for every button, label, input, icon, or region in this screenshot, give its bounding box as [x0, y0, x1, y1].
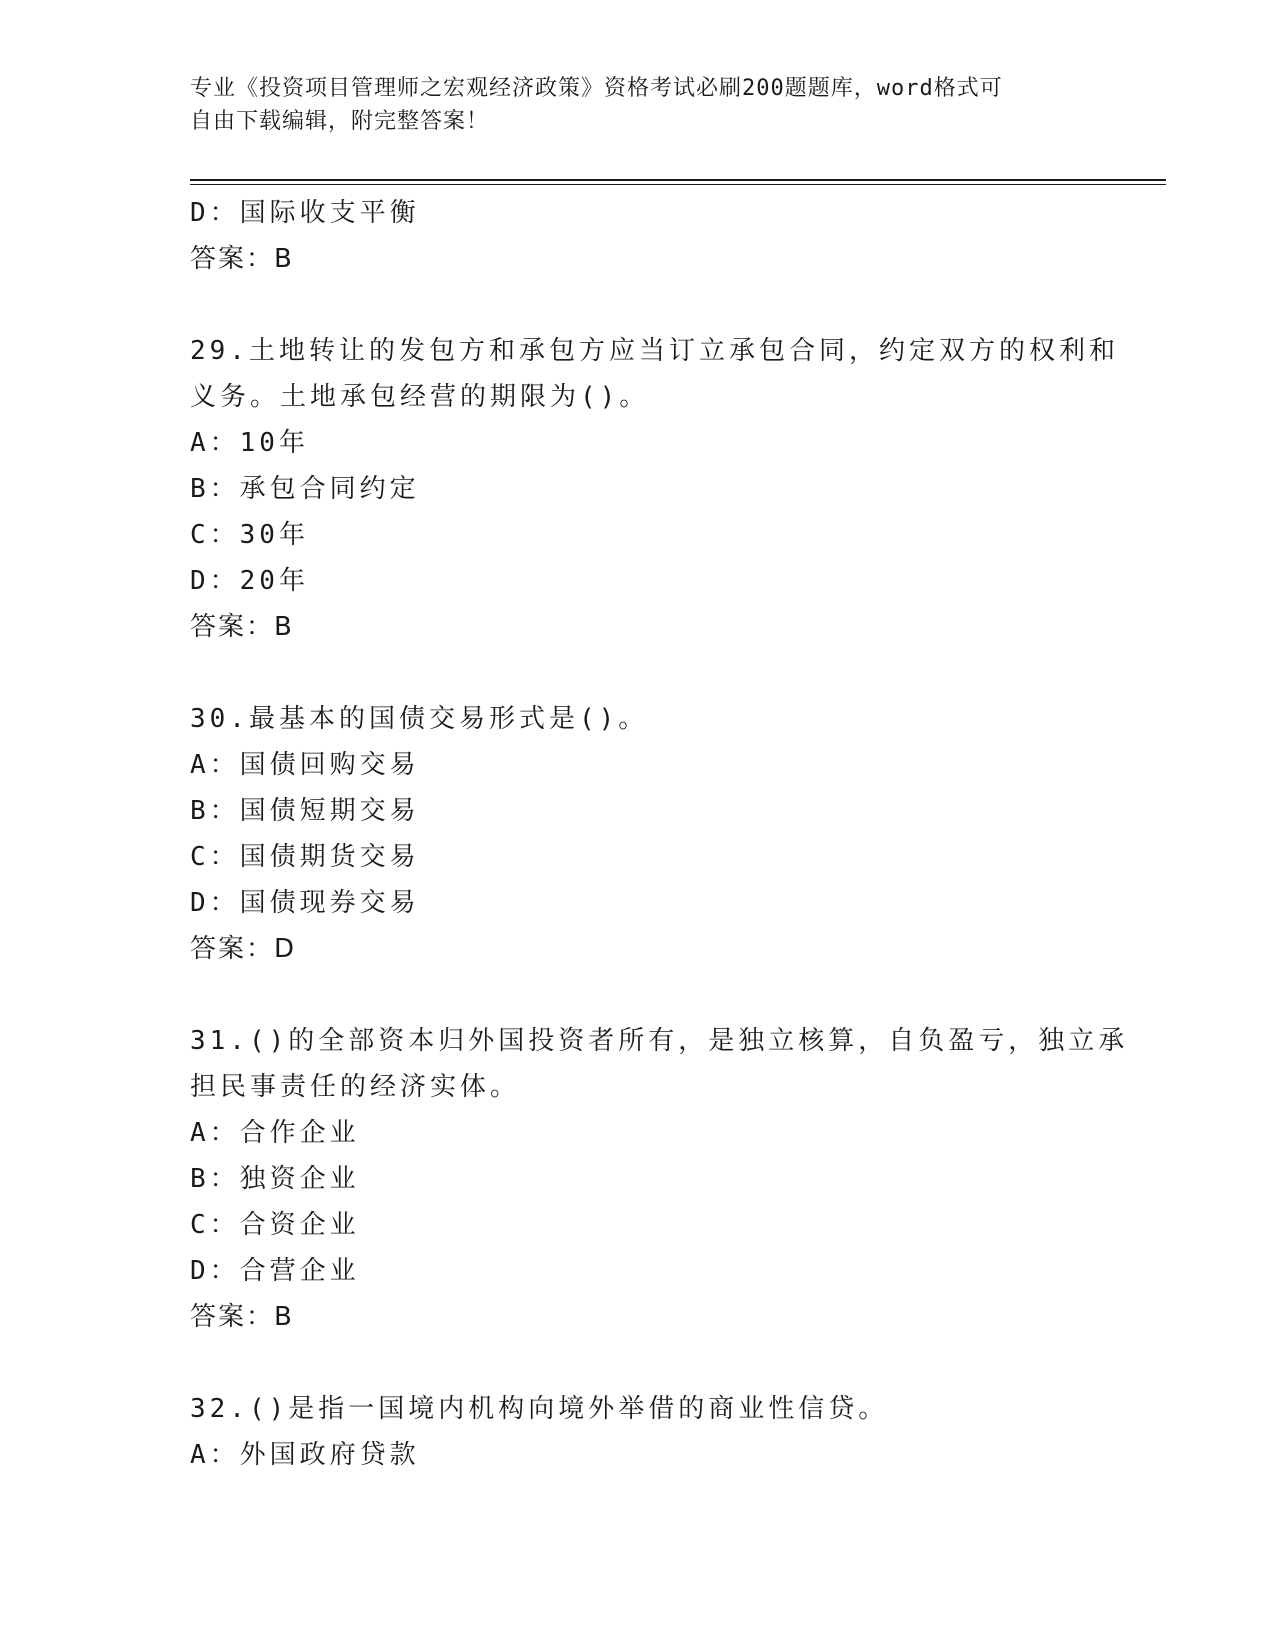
spacer — [190, 650, 1090, 696]
question-text-continued: 义务。土地承包经营的期限为()。 — [190, 382, 650, 412]
option-b: B：独资企业 — [190, 1164, 360, 1194]
option-a: A：10年 — [190, 428, 309, 458]
option-c: C：30年 — [190, 520, 309, 550]
option-b: B：承包合同约定 — [190, 474, 420, 504]
document-header — [190, 72, 1090, 138]
option-d: D：合营企业 — [190, 1256, 360, 1286]
option-a: A：外国政府贷款 — [190, 1440, 420, 1470]
question-text-continued: 担民事责任的经济实体。 — [190, 1072, 521, 1102]
answer-line: 答案：B — [190, 244, 294, 274]
answer-line: 答案：D — [190, 934, 297, 964]
spacer — [190, 972, 1090, 1018]
option-d: D：20年 — [190, 566, 309, 596]
option-c: C：国债期货交易 — [190, 842, 420, 872]
question-text: 31.()的全部资本归外国投资者所有，是独立核算，自负盈亏，独立承 — [190, 1026, 1129, 1056]
header-divider-thin — [190, 184, 1166, 185]
question-text: 32.()是指一国境内机构向境外举借的商业性信贷。 — [190, 1394, 889, 1424]
answer-line: 答案：B — [190, 612, 294, 642]
question-31 — [190, 1018, 1129, 1340]
question-29 — [190, 328, 1119, 650]
header-divider-thick — [190, 179, 1166, 181]
option-c: C：合资企业 — [190, 1210, 360, 1240]
option-d: D：国债现券交易 — [190, 888, 420, 918]
header-title-line-2: 自由下载编辑，附完整答案！ — [190, 109, 490, 134]
header-title-line-1: 专业《投资项目管理师之宏观经济政策》资格考试必刷200题题库，word格式可 — [190, 76, 1003, 101]
option-d: D：国际收支平衡 — [190, 198, 420, 228]
question-text: 30.最基本的国债交易形式是()。 — [190, 704, 649, 734]
question-30 — [190, 696, 1090, 972]
question-text: 29.土地转让的发包方和承包方应当订立承包合同，约定双方的权利和 — [190, 336, 1119, 366]
question-list — [190, 190, 1129, 1478]
option-a: A：国债回购交易 — [190, 750, 420, 780]
answer-line: 答案：B — [190, 1302, 294, 1332]
spacer — [190, 282, 1090, 328]
option-b: B：国债短期交易 — [190, 796, 420, 826]
option-a: A：合作企业 — [190, 1118, 360, 1148]
spacer — [190, 1340, 1090, 1386]
question-32 — [190, 1386, 1090, 1478]
